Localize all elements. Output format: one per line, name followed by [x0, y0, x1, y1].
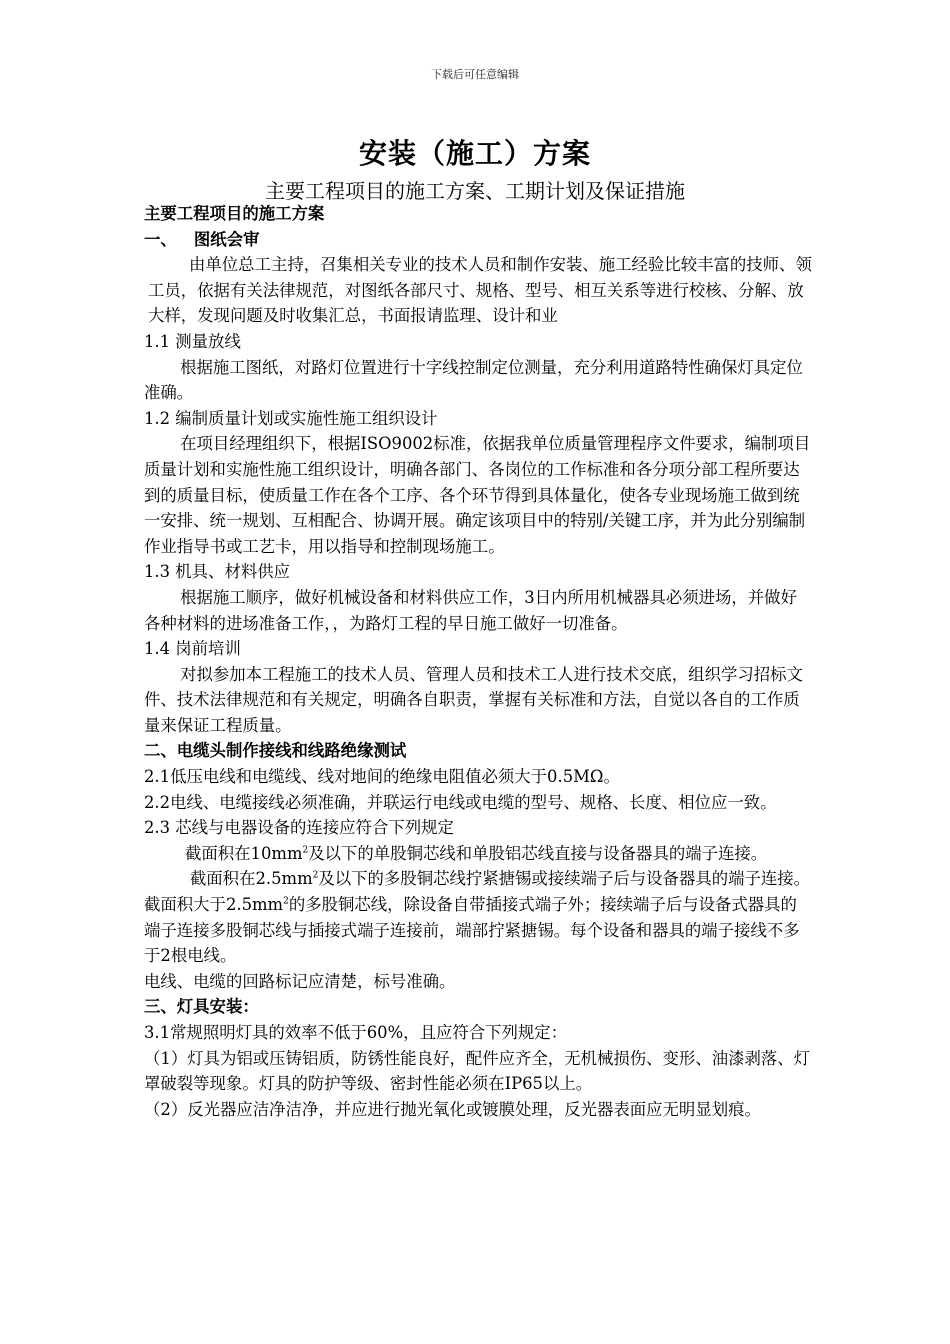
subsection-heading-1-4: 1.4 岗前培训 — [144, 639, 241, 659]
paragraph-1-3: 根据施工顺序，做好机械设备和材料供应工作，3日内所用机械器具必须进场，并做好各种材料的进场准备工作，，为路灯工程的早日施工做好一切准备。 — [144, 587, 797, 633]
document-title: 安装（施工）方案 — [358, 137, 591, 170]
paragraph-2-3-b — [144, 866, 812, 968]
subsection-heading-1-1: 1.1 测量放线 — [144, 331, 241, 351]
document-subtitle: 主要工程项目的施工方案、工期计划及保证措施 — [265, 179, 685, 203]
page-header: 下载后可任意编辑 — [431, 68, 519, 81]
section-heading-1: 一、 图纸会审 — [144, 229, 260, 249]
paragraph-2-3-a — [144, 841, 812, 867]
text-segment: 的多股铜芯线，除设备自带插接式端子外；接续端子后与设备式器具的端子连接多股铜芯线与插接式端子连接前，端部拧紧搪锡。每个设备和器具的端子接线不多于2根电线。 — [144, 895, 800, 966]
paragraph-1-4: 对拟参加本工程施工的技术人员、管理人员和技术工人进行技术交底，组织学习招标文件、技术法律规范和有关规定，明确各自职责，掌握有关标准和方法，自觉以各自的工作质量来保证工程质量。 — [144, 664, 803, 735]
paragraph-2-1: 2.1低压电线和电缆线、线对地间的绝缘电阻值必须大于0.5MΩ。 — [144, 767, 620, 787]
list-item-3-1-2: （2）反光器应洁净洁净，并应进行抛光氧化或镀膜处理，反光器表面应无明显划痕。 — [144, 1099, 761, 1119]
subsection-heading-2-3: 2.3 芯线与电器设备的连接应符合下列规定 — [144, 818, 454, 838]
superscript-2: 2 — [302, 845, 309, 856]
subsection-heading-1-2: 1.2 编制质量计划或实施性施工组织设计 — [144, 408, 438, 428]
paragraph-drawing-review: 由单位总工主持，召集相关专业的技术人员和制作安装、施工经验比较丰富的技师、领工员，依据有关法律规范，对图纸各部尺寸、规格、型号、相互关系等进行校核、分解、放大样，发现问题及时收集汇总，书面报请监理、设计和业 — [148, 255, 812, 326]
text-segment: 截面积在2.5mm — [189, 869, 313, 889]
subsection-heading-1-3: 1.3 机具、材料供应 — [144, 562, 291, 582]
paragraph-1-2: 在项目经理组织下，根据ISO9002标准，依据我单位质量管理程序文件要求，编制项目质量计划和实施性施工组织设计，明确各部门、各岗位的工作标准和各分项分部工程所要达到的质量目标，使质量工作在各个工序、各个环节得到具体量化，使各专业现场施工做到统一安排、统一规划、互相配合、协调开展。确定该项目中的特别/关键工序，并为此分别编制作业指导书或工艺卡，用以指导和控制现场施工。 — [144, 434, 811, 556]
text-segment: 及以下的单股铜芯线和单股铝芯线直接与设备器具的端子连接。 — [308, 843, 768, 863]
paragraph-1-1: 根据施工图纸，对路灯位置进行十字线控制定位测量，充分利用道路特性确保灯具定位准确。 — [144, 357, 803, 403]
list-item-3-1-1: （1）灯具为铝或压铸铝质，防锈性能良好，配件应齐全，无机械损伤、变形、油漆剥落、灯罩破裂等现象。灯具的防护等级、密封性能必须在IP65以上。 — [144, 1048, 811, 1094]
section-heading-3: 三、灯具安装： — [144, 997, 259, 1017]
paragraph-2-3-c: 电线、电缆的回路标记应清楚，标号准确。 — [144, 971, 456, 991]
section-heading-2: 二、电缆头制作接线和线路绝缘测试 — [144, 741, 407, 761]
section-heading-main: 主要工程项目的施工方案 — [144, 204, 325, 223]
text-segment: 及以下的多股铜芯线拧紧搪锡或接续端子后与设备器具的端子连接。截面积大于2.5mm — [144, 869, 811, 915]
paragraph-3-1: 3.1常规照明灯具的效率不低于60%，且应符合下列规定： — [144, 1023, 568, 1042]
document-body — [144, 201, 812, 1122]
paragraph-2-2: 2.2电线、电缆接线必须准确，并联运行电线或电缆的型号、规格、长度、相位应一致。 — [144, 792, 777, 812]
superscript-2: 2 — [283, 896, 289, 907]
superscript-2: 2 — [312, 870, 319, 881]
text-segment: 截面积在10mm — [185, 843, 303, 863]
